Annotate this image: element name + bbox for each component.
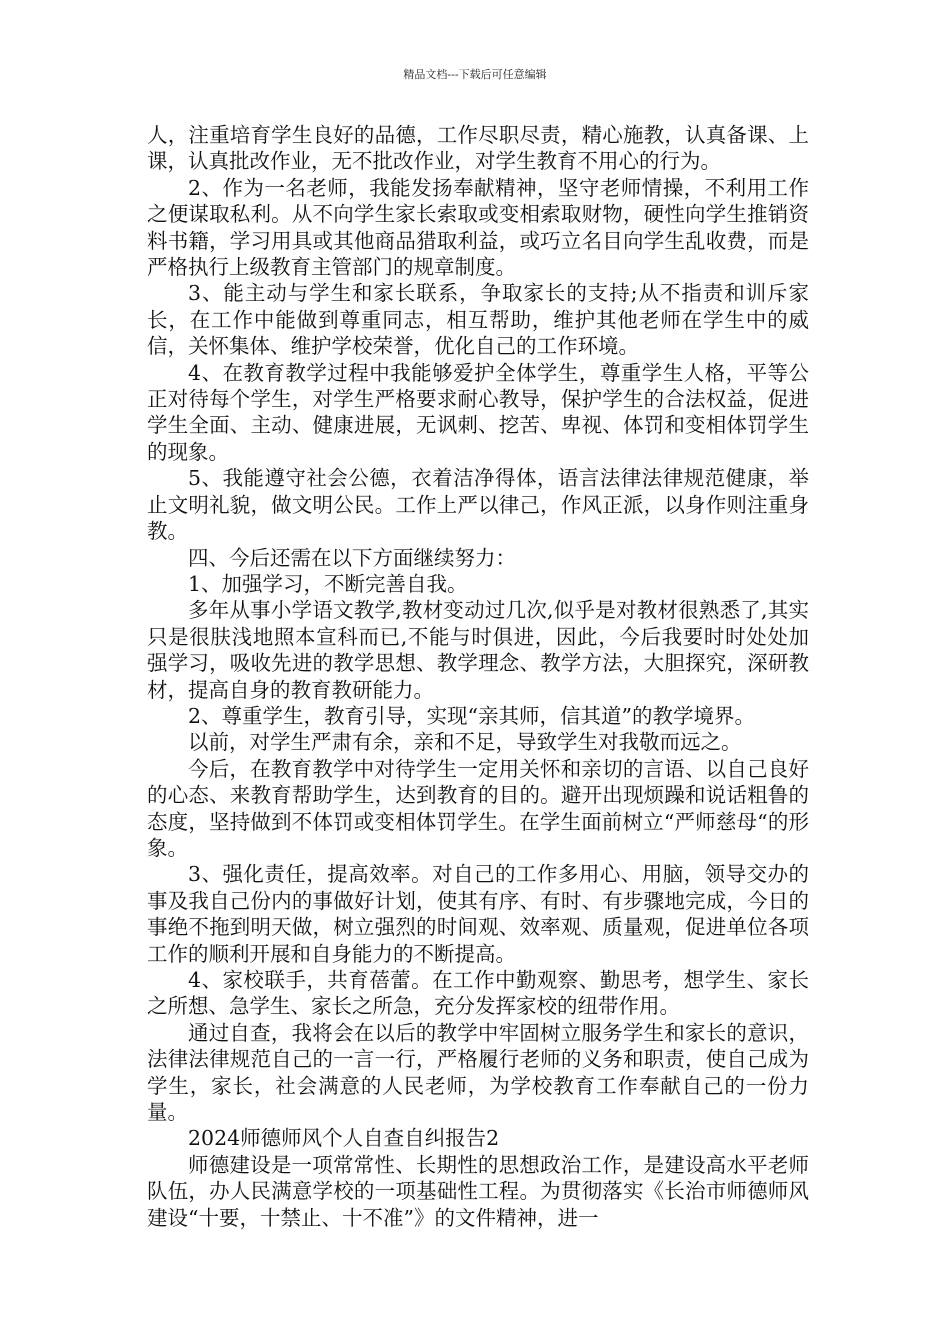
paragraph: 3、强化责任，提高效率。对自己的工作多用心、用脑，领导交办的事及我自己份内的事做好计划，使其有序、有时、有步骤地完成，今日的事绝不拖到明天做，树立强烈的时间观、效率观、质量观，促进单位各项工作的顺利开展和自身能力的不断提高。	[147, 862, 809, 966]
paragraph: 3、能主动与学生和家长联系，争取家长的支持;从不指责和训斥家长，在工作中能做到尊重同志，相互帮助，维护其他老师在学生中的威信，关怀集体、维护学校荣誉，优化自己的工作环境。	[147, 281, 809, 359]
page-header: 精品文档---下载后可任意编辑	[403, 68, 547, 81]
paragraph: 2、作为一名老师，我能发扬奉献精神，坚守老师情操，不利用工作之便谋取私利。从不向学生家长索取或变相索取财物，硬性向学生推销资料书籍，学习用具或其他商品猎取利益，或巧立名目向学生乱收费，而是严格执行上级教育主管部门的规章制度。	[147, 175, 809, 280]
paragraph: 今后，在教育教学中对待学生一定用关怀和亲切的言语、以自己良好的心态、来教育帮助学生，达到教育的目的。避开出现烦躁和说话粗鲁的态度，坚持做到不体罚或变相体罚学生。在学生面前树立“严师慈母“的形象。	[147, 756, 809, 860]
paragraph: 人，注重培育学生良好的品德，工作尽职尽责，精心施教，认真备课、上课，认真批改作业，无不批改作业，对学生教育不用心的行为。	[147, 123, 809, 174]
paragraph: 通过自查，我将会在以后的教学中牢固树立服务学生和家长的意识，法律法律规范自己的一言一行，严格履行老师的义务和职责，使自己成为学生，家长，社会满意的人民老师，为学校教育工作奉献自己的一份力量。	[147, 1020, 809, 1125]
paragraph: 4、在教育教学过程中我能够爱护全体学生，尊重学生人格，平等公正对待每个学生，对学生严格要求耐心教导，保护学生的合法权益，促进学生全面、主动、健康进展，无讽刺、挖苦、卑视、体罚和变相体罚学生的现象。	[147, 360, 809, 464]
paragraph: 5、我能遵守社会公德，衣着洁净得体，语言法律法律规范健康，举止文明礼貌，做文明公民。工作上严以律己，作风正派，以身作则注重身教。	[147, 466, 809, 544]
section-heading: 四、今后还需在以下方面继续努力：	[188, 545, 516, 570]
paragraph: 以前，对学生严肃有余，亲和不足，导致学生对我敬而远之。	[188, 730, 742, 755]
document-body	[147, 122, 809, 1231]
paragraph: 多年从事小学语文教学,教材变动过几次,似乎是对教材很熟悉了,其实只是很肤浅地照本宣科而已,不能与时俱进，因此，今后我要时时处处加强学习，吸收先进的教学思想、教学理念、教学方法，大胆探究，深研教材，提高自身的教育教研能力。	[147, 598, 809, 702]
report-title: 2024师德师风个人自查自纠报告2	[188, 1126, 500, 1151]
subheading: 1、加强学习，不断完善自我。	[188, 571, 468, 596]
subheading: 2、尊重学生，教育引导，实现“亲其师，信其道”的教学境界。	[188, 703, 756, 728]
paragraph: 师德建设是一项常常性、长期性的思想政治工作，是建设高水平老师队伍，办人民满意学校的一项基础性工程。为贯彻落实《长治市师德师风建设“十要，十禁止、十不准”》的文件精神，进一	[147, 1152, 809, 1230]
paragraph: 4、家校联手，共育蓓蕾。在工作中勤观察、勤思考，想学生、家长之所想、急学生、家长之所急，充分发挥家校的纽带作用。	[147, 968, 809, 1019]
